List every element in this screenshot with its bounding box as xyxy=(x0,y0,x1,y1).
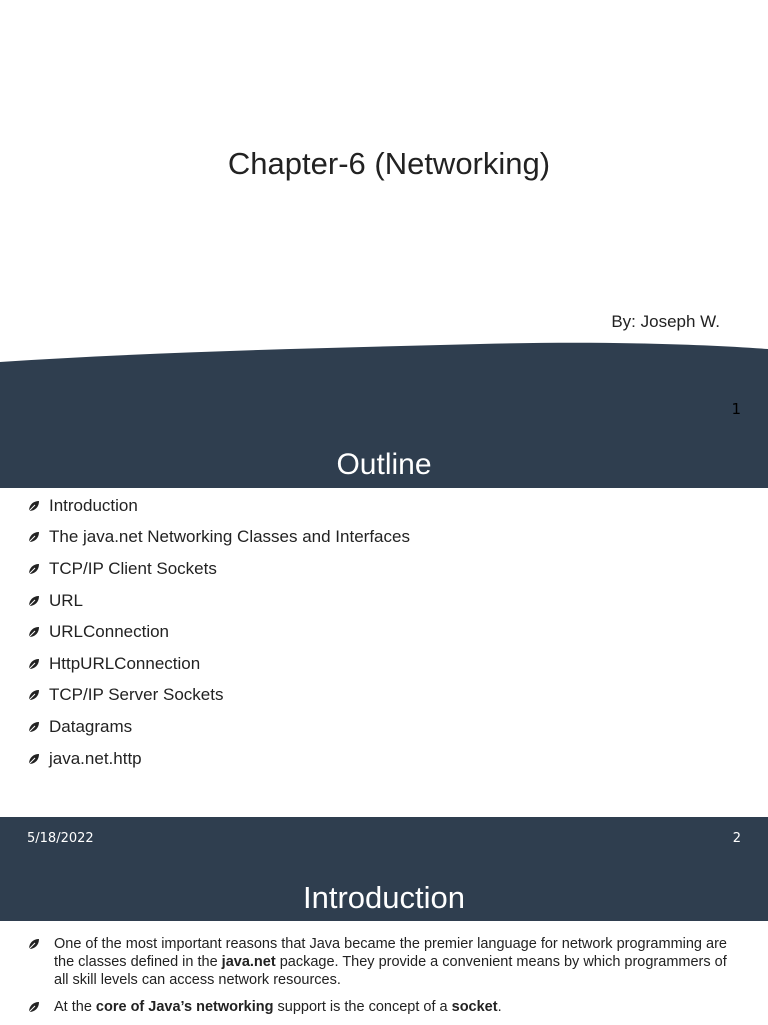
leaf-bullet-icon xyxy=(28,938,40,950)
list-item xyxy=(28,522,410,554)
slide-title: Chapter-6 (Networking) xyxy=(227,146,551,181)
list-item xyxy=(28,680,410,712)
list-item xyxy=(28,711,410,743)
list-item xyxy=(28,743,410,775)
slide-number: 2 xyxy=(732,831,741,846)
outline-title: Outline xyxy=(336,448,432,481)
leaf-bullet-icon xyxy=(28,500,40,512)
outline-item-label: TCP/IP Client Sockets xyxy=(49,558,217,578)
introduction-list xyxy=(28,935,743,1025)
list-item xyxy=(28,935,743,989)
introduction-title: Introduction xyxy=(303,880,465,915)
outline-item-label: java.net.http xyxy=(49,748,142,768)
list-item xyxy=(28,553,410,585)
list-item xyxy=(28,648,410,680)
outline-item-label: HttpURLConnection xyxy=(49,653,201,673)
leaf-bullet-icon xyxy=(28,1001,40,1013)
outline-item-label: TCP/IP Server Sockets xyxy=(49,685,224,705)
leaf-bullet-icon xyxy=(28,531,40,543)
bullet-text: At the core of Java’s networking support is the concept of a socket. xyxy=(54,999,502,1015)
leaf-bullet-icon xyxy=(28,595,40,607)
slide-date: 5/18/2022 xyxy=(27,831,94,846)
slide-number: 1 xyxy=(731,400,741,418)
outline-item-label: URLConnection xyxy=(49,622,170,642)
leaf-bullet-icon xyxy=(28,753,40,765)
leaf-bullet-icon xyxy=(28,721,40,733)
outline-item-label: Datagrams xyxy=(49,716,133,736)
leaf-bullet-icon xyxy=(28,689,40,701)
list-item xyxy=(28,490,410,522)
list-item xyxy=(28,585,410,617)
leaf-bullet-icon xyxy=(28,658,40,670)
outline-list xyxy=(28,490,410,774)
outline-item-label: URL xyxy=(49,590,84,610)
leaf-bullet-icon xyxy=(28,563,40,575)
list-item xyxy=(28,998,743,1016)
title-slide xyxy=(0,0,768,488)
leaf-bullet-icon xyxy=(28,626,40,638)
author-line: By: Joseph W. xyxy=(611,312,720,331)
list-item xyxy=(28,616,410,648)
outline-item-label: The java.net Networking Classes and Interfaces xyxy=(49,527,410,547)
bullet-text: One of the most important reasons that Java became the premier language for network programming are the classes defined in the java.net package. They provide a convenient means by which programmers of all skill levels can access network resources. xyxy=(54,936,727,988)
outline-item-label: Introduction xyxy=(49,495,138,515)
